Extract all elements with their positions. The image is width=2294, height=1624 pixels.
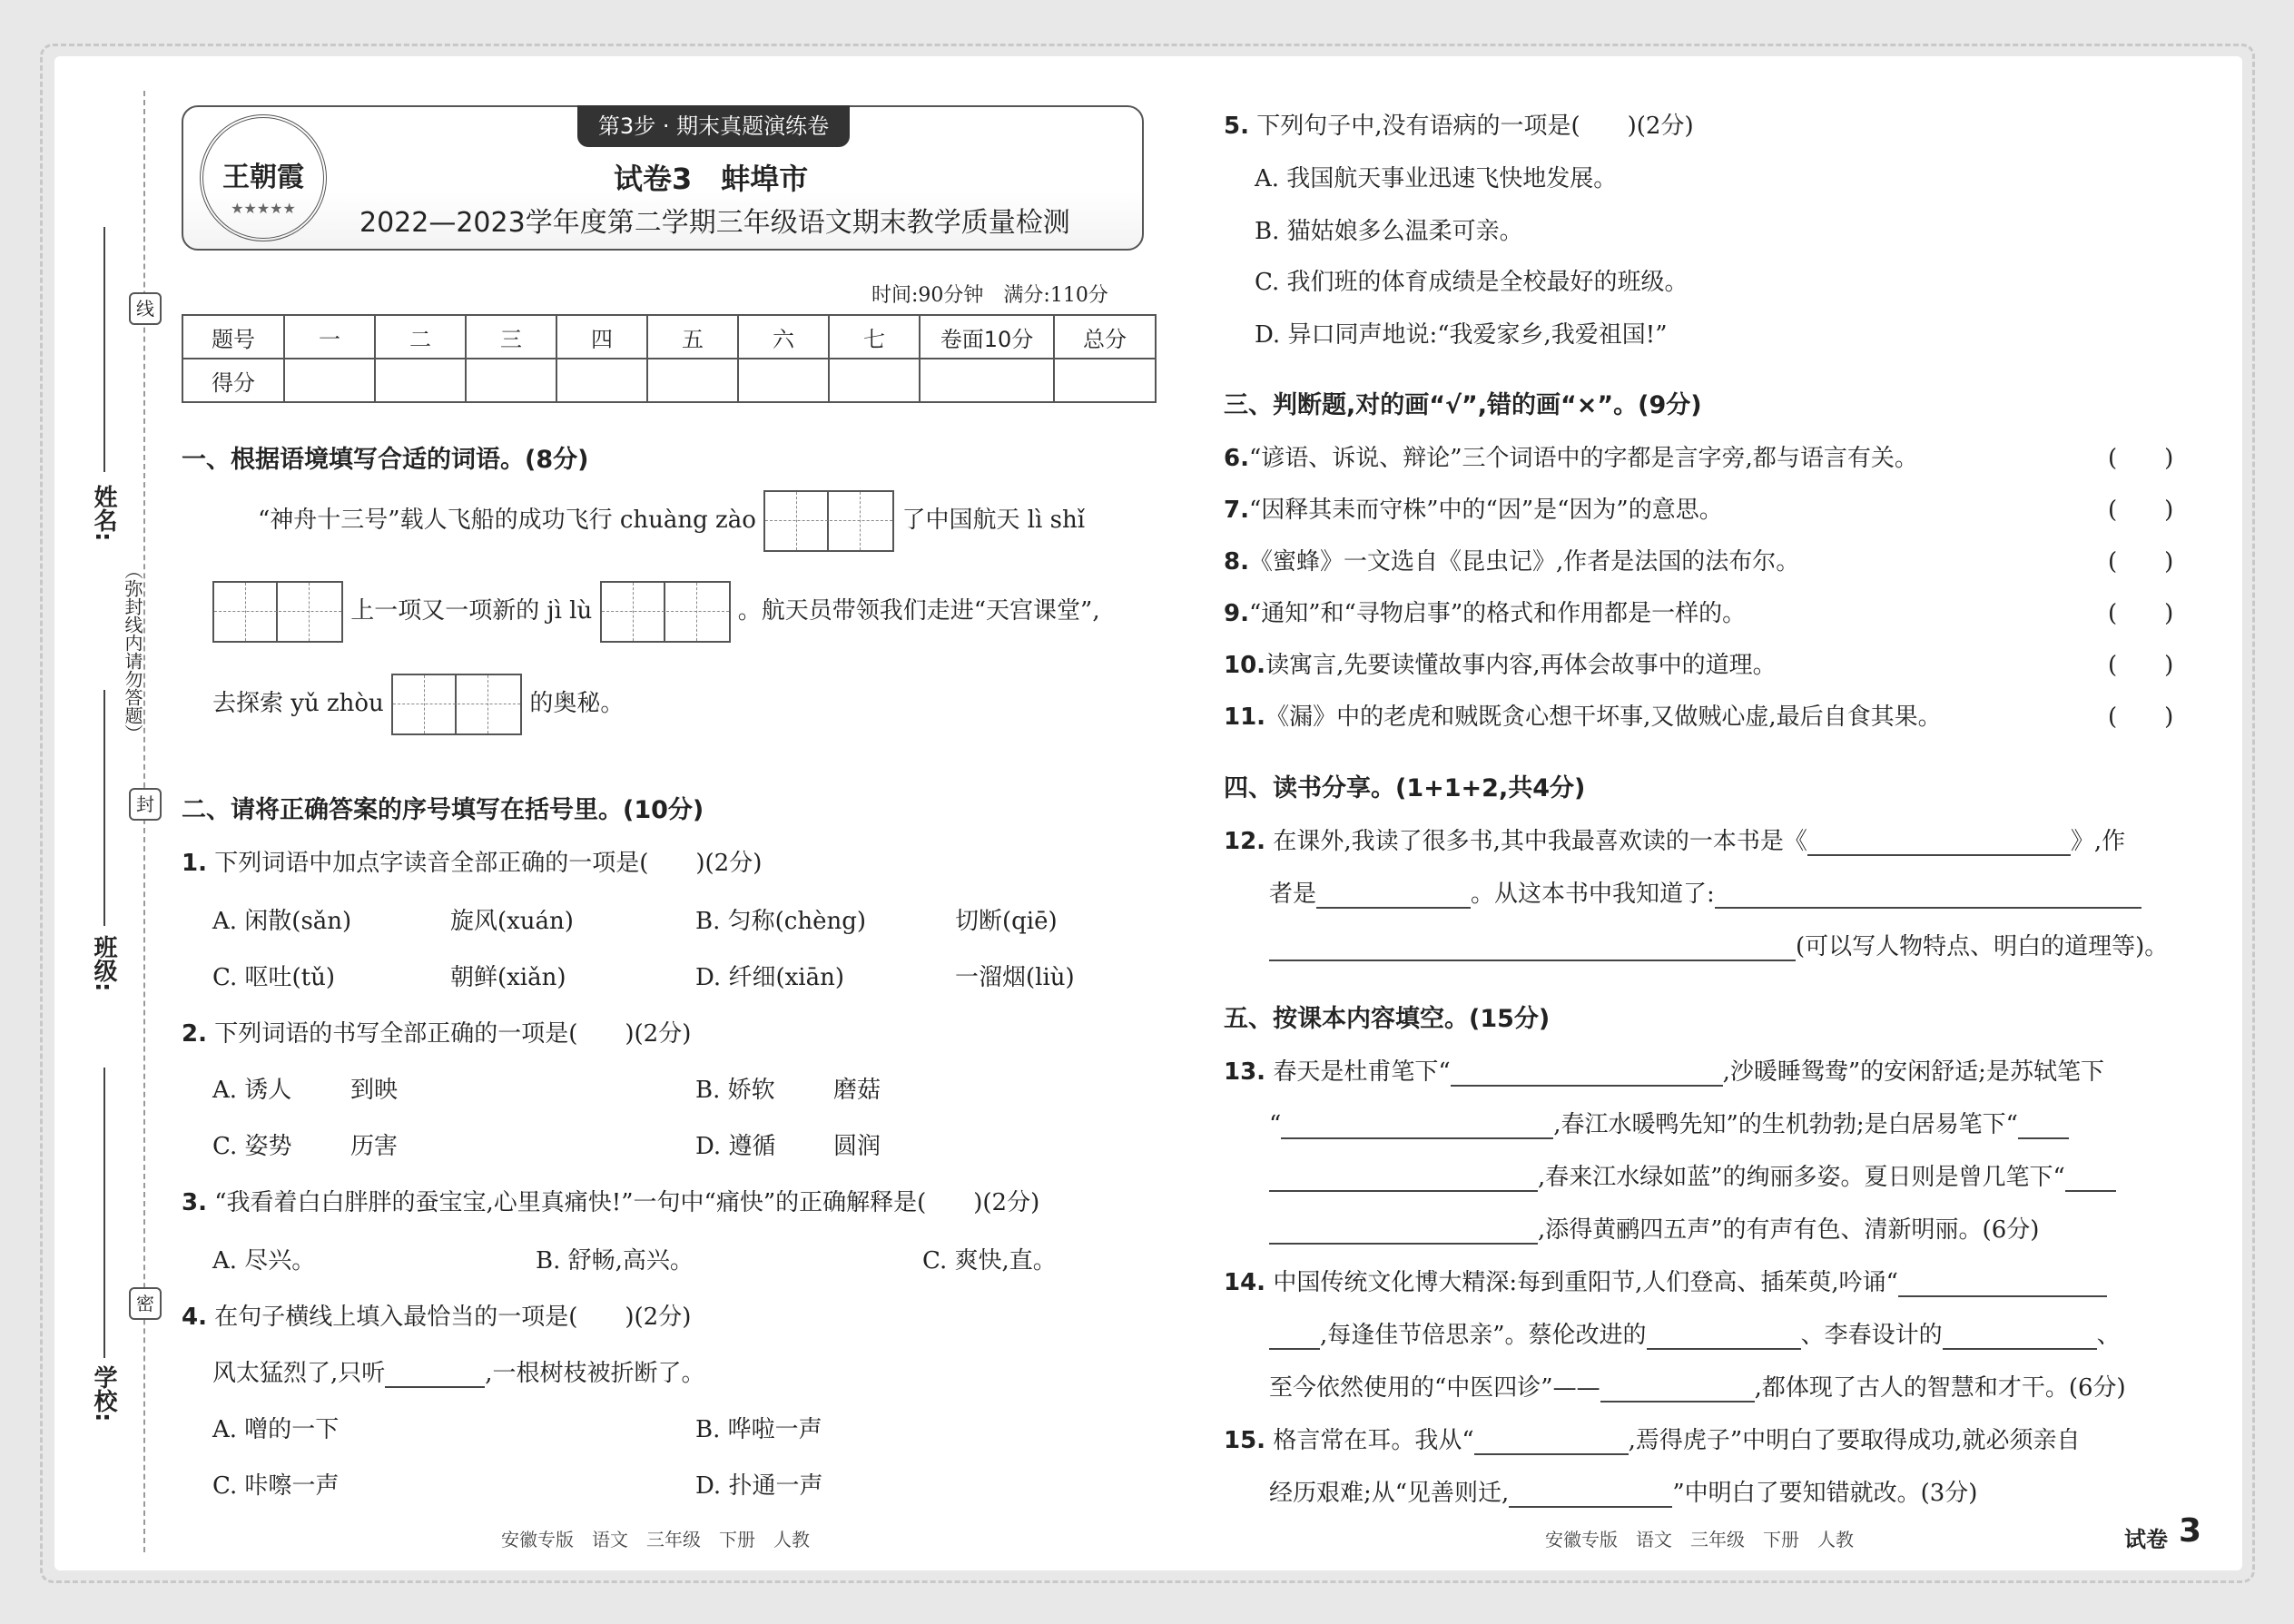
score-row-label: 得分 xyxy=(182,359,284,402)
q14-line2 xyxy=(1269,1316,2121,1350)
q5-option[interactable]: B. 猫姑娘多么温柔可亲。 xyxy=(1255,218,1523,245)
q12-learned-blank[interactable] xyxy=(1715,881,2141,909)
q5-option[interactable]: D. 异口同声地说:“我爱家乡,我爱祖国!” xyxy=(1255,321,1668,349)
q4-option[interactable]: C. 咔嚓一声 xyxy=(212,1472,340,1500)
q4-stem xyxy=(182,1298,691,1332)
time-info: 时间:90分钟 满分:110分 xyxy=(871,284,1108,307)
school-label: 学校: xyxy=(90,1365,117,1422)
binding-mark-xian: 线 xyxy=(129,292,162,325)
q3-number: 3. xyxy=(182,1189,207,1216)
q15-text: ”中明白了要知错就改。(3分) xyxy=(1672,1480,1978,1507)
score-col-4: 四 xyxy=(556,315,647,359)
school-line[interactable] xyxy=(103,1068,105,1358)
page-label: 试卷 xyxy=(2124,1527,2168,1552)
q5-number: 5. xyxy=(1224,113,1249,140)
score-col-total: 总分 xyxy=(1054,315,1156,359)
q15-number: 15. xyxy=(1224,1427,1266,1454)
score-cell[interactable] xyxy=(1054,359,1156,402)
score-col-7: 七 xyxy=(829,315,920,359)
score-row-values xyxy=(182,359,1156,402)
judge-item xyxy=(1224,595,1746,628)
q4-sentence xyxy=(212,1354,705,1388)
judge-number: 10. xyxy=(1224,652,1266,679)
judge-paren[interactable]: ( ) xyxy=(2108,445,2174,472)
score-row-header xyxy=(182,315,1156,359)
step-badge: 第3步 · 期末真题演练卷 xyxy=(577,105,850,147)
q15-text: 经历艰难;从“见善则迁, xyxy=(1269,1480,1510,1507)
tianzige-chuangzao[interactable] xyxy=(763,490,894,552)
q13-blank[interactable] xyxy=(2018,1112,2069,1139)
q13-blank[interactable] xyxy=(1269,1165,1538,1192)
section1-text: 了中国航天 lì shǐ xyxy=(901,507,1086,534)
q12-line1 xyxy=(1224,822,2125,856)
judge-paren[interactable]: ( ) xyxy=(2108,548,2174,576)
q14-text: 、 xyxy=(2096,1322,2121,1349)
judge-number: 9. xyxy=(1224,600,1249,627)
q2-option[interactable]: 磨菇 xyxy=(833,1077,881,1104)
q3-option[interactable]: C. 爽快,直。 xyxy=(922,1247,1057,1275)
q1-option[interactable]: C. 呕吐(tǔ) xyxy=(212,964,335,991)
q3-stem xyxy=(182,1184,1039,1217)
judge-paren[interactable]: ( ) xyxy=(2108,600,2174,627)
judge-text: 《漏》中的老虎和贼既贪心想干坏事,又做贼心虚,最后自食其果。 xyxy=(1265,704,1942,731)
section1-line3 xyxy=(212,674,624,735)
q12-text: 在课外,我读了很多书,其中我最喜欢读的一本书是《 xyxy=(1273,828,1807,855)
q15-blank[interactable] xyxy=(1509,1481,1672,1508)
judge-item xyxy=(1224,439,1918,473)
q15-text: ,焉得虎子”中明白了要取得成功,就必须亲自 xyxy=(1628,1427,2081,1454)
q14-blank[interactable] xyxy=(1943,1323,2097,1350)
q12-line2 xyxy=(1269,875,2141,909)
q13-line3 xyxy=(1269,1158,2116,1192)
q2-option[interactable]: D. 遵循 xyxy=(695,1133,776,1160)
score-cell[interactable] xyxy=(920,359,1054,402)
score-col-6: 六 xyxy=(738,315,829,359)
q12-author-blank[interactable] xyxy=(1316,881,1471,909)
q2-number: 2. xyxy=(182,1020,207,1048)
name-line[interactable] xyxy=(103,227,105,472)
judge-item xyxy=(1224,543,1799,576)
q12-text: 》,作 xyxy=(2070,828,2126,855)
judge-text: 读寓言,先要读懂故事内容,再体会故事中的道理。 xyxy=(1265,652,1777,679)
binding-mark-mi: 密 xyxy=(129,1287,162,1320)
judge-item xyxy=(1224,646,1777,680)
judge-item xyxy=(1224,698,1942,732)
q13-text: ,添得黄鹂四五声”的有声有色、清新明丽。(6分) xyxy=(1538,1216,2040,1244)
q4-text: 在句子横线上填入最恰当的一项是( )(2分) xyxy=(214,1304,692,1331)
section4-title: 四、读书分享。(1+1+2,共4分) xyxy=(1224,774,1586,802)
q1-option[interactable]: D. 纤细(xiān) xyxy=(695,964,844,991)
q13-line2 xyxy=(1269,1106,2069,1139)
q2-option[interactable]: B. 娇软 xyxy=(695,1077,775,1104)
tianzige-yuzhou[interactable] xyxy=(391,674,522,735)
score-cell[interactable] xyxy=(375,359,466,402)
judge-text: “因释其耒而守株”中的“因”是“因为”的意思。 xyxy=(1248,497,1723,524)
section1-text: 去探索 yǔ zhòu xyxy=(212,690,384,717)
judge-paren[interactable]: ( ) xyxy=(2108,652,2174,679)
section5-title: 五、按课本内容填空。(15分) xyxy=(1224,1005,1551,1033)
q13-number: 13. xyxy=(1224,1058,1266,1086)
q2-text: 下列词语的书写全部正确的一项是( )(2分) xyxy=(214,1020,692,1048)
logo-stars-icon: ★★★★★ xyxy=(231,200,296,217)
judge-text: 《蜜蜂》一文选自《昆虫记》,作者是法国的法布尔。 xyxy=(1248,548,1800,576)
tianzige-lishi[interactable] xyxy=(212,581,343,643)
q4-option[interactable]: D. 扑通一声 xyxy=(695,1472,823,1500)
score-col-label: 题号 xyxy=(182,315,284,359)
q5-option[interactable]: A. 我国航天事业迅速飞快地发展。 xyxy=(1255,165,1618,192)
section1-text: “神舟十三号”载人飞船的成功飞行 chuàng zào xyxy=(258,507,756,534)
q3-option[interactable]: B. 舒畅,高兴。 xyxy=(536,1247,694,1275)
score-col-3: 三 xyxy=(466,315,556,359)
q1-number: 1. xyxy=(182,850,207,877)
q3-option[interactable]: A. 尽兴。 xyxy=(212,1247,316,1275)
q2-option[interactable]: 历害 xyxy=(350,1133,399,1160)
score-col-5: 五 xyxy=(647,315,738,359)
class-line[interactable] xyxy=(103,690,105,926)
q1-stem xyxy=(182,844,762,878)
q3-text: “我看着白白胖胖的蚕宝宝,心里真痛快!”一句中“痛快”的正确解释是( )(2分) xyxy=(214,1189,1040,1216)
q13-text: ,春来江水绿如蓝”的绚丽多姿。夏日则是曾几笔下“ xyxy=(1538,1164,2065,1191)
judge-item xyxy=(1224,491,1723,525)
q1-option[interactable]: 切断(qiē) xyxy=(955,908,1058,935)
q14-number: 14. xyxy=(1224,1269,1266,1296)
q14-line1 xyxy=(1224,1264,2107,1297)
judge-paren[interactable]: ( ) xyxy=(2108,497,2174,524)
q13-blank[interactable] xyxy=(2065,1165,2116,1192)
score-cell[interactable] xyxy=(829,359,920,402)
q13-text: “ xyxy=(1269,1111,1282,1138)
class-label: 班级: xyxy=(90,935,117,992)
q14-text: 至今依然使用的“中医四诊”—— xyxy=(1269,1374,1600,1402)
q1-option[interactable]: 旋风(xuán) xyxy=(450,908,574,935)
q13-line1 xyxy=(1224,1053,2104,1087)
logo-text: 王朝霞 xyxy=(222,162,304,193)
score-col-1: 一 xyxy=(284,315,375,359)
binding-mark-feng: 封 xyxy=(129,788,162,821)
score-table xyxy=(182,314,1157,403)
q2-stem xyxy=(182,1015,691,1048)
score-cell[interactable] xyxy=(556,359,647,402)
section1-text: 上一项又一项新的 jì lù xyxy=(350,597,593,625)
score-cell[interactable] xyxy=(466,359,556,402)
q14-text: ,都体现了古人的智慧和才干。(6分) xyxy=(1754,1374,2126,1402)
q14-blank[interactable] xyxy=(1898,1270,2107,1297)
q4-number: 4. xyxy=(182,1304,207,1331)
q4-sentence-a: 风太猛烈了,只听 xyxy=(212,1360,386,1387)
q2-option[interactable]: 圆润 xyxy=(833,1133,881,1160)
tianzige-jilu[interactable] xyxy=(600,581,731,643)
score-cell[interactable] xyxy=(738,359,829,402)
score-col-2: 二 xyxy=(375,315,466,359)
q1-option[interactable]: A. 闲散(sǎn) xyxy=(212,908,352,935)
score-col-neatness: 卷面10分 xyxy=(920,315,1054,359)
q5-stem xyxy=(1224,107,1694,141)
q4-option[interactable]: B. 哗啦一声 xyxy=(695,1416,822,1443)
q14-blank[interactable] xyxy=(1600,1375,1755,1403)
judge-paren[interactable]: ( ) xyxy=(2108,704,2174,731)
judge-number: 11. xyxy=(1224,704,1266,731)
section2-title: 二、请将正确答案的序号填写在括号里。(10分) xyxy=(182,796,704,824)
q12-text: 。从这本书中我知道了: xyxy=(1471,881,1715,908)
page-number: 3 xyxy=(2179,1512,2202,1550)
score-cell[interactable] xyxy=(647,359,738,402)
q12-number: 12. xyxy=(1224,828,1266,855)
q12-line3 xyxy=(1269,928,2168,961)
paper-title: 试卷3 蚌埠市 xyxy=(614,162,809,196)
q13-text: 春天是杜甫笔下“ xyxy=(1273,1058,1451,1086)
q14-blank[interactable] xyxy=(1269,1323,1320,1350)
q12-book-blank[interactable] xyxy=(1807,829,2071,856)
judge-number: 7. xyxy=(1224,497,1249,524)
q14-line3 xyxy=(1269,1369,2126,1403)
q2-option[interactable]: A. 诱人 xyxy=(212,1077,292,1104)
q5-text: 下列句子中,没有语病的一项是( )(2分) xyxy=(1256,113,1694,140)
q13-blank[interactable] xyxy=(1269,1217,1538,1245)
q4-option[interactable]: A. 噌的一下 xyxy=(212,1416,340,1443)
section1-text: 。航天员带领我们走进“天宫课堂”, xyxy=(737,597,1100,625)
footer-right: 安徽专版 语文 三年级 下册 人教 xyxy=(1545,1529,1854,1550)
q1-option[interactable]: B. 匀称(chèng) xyxy=(695,908,867,935)
q13-blank[interactable] xyxy=(1281,1112,1553,1139)
section1-line1 xyxy=(258,490,1085,552)
q12-learned-blank2[interactable] xyxy=(1269,934,1796,961)
judge-text: “谚语、诉说、辩论”三个词语中的字都是言字旁,都与语言有关。 xyxy=(1248,445,1918,472)
q15-line1 xyxy=(1224,1422,2080,1455)
q13-text: ,春江水暖鸭先知”的生机勃勃;是白居易笔下“ xyxy=(1553,1111,2018,1138)
q1-text: 下列词语中加点字读音全部正确的一项是( )(2分) xyxy=(214,850,763,877)
q15-text: 格言常在耳。我从“ xyxy=(1273,1427,1474,1454)
judge-number: 8. xyxy=(1224,548,1249,576)
score-cell[interactable] xyxy=(284,359,375,402)
q15-blank[interactable] xyxy=(1474,1428,1629,1455)
q15-line2 xyxy=(1269,1474,1977,1508)
q1-option[interactable]: 一溜烟(liù) xyxy=(955,964,1075,991)
q12-text: 者是 xyxy=(1269,881,1317,908)
judge-text: “通知”和“寻物启事”的格式和作用都是一样的。 xyxy=(1248,600,1747,627)
q14-text: 中国传统文化博大精深:每到重阳节,人们登高、插茱萸,吟诵“ xyxy=(1273,1269,1898,1296)
paper-subtitle: 2022—2023学年度第二学期三年级语文期末教学质量检测 xyxy=(359,207,1070,239)
q2-option[interactable]: C. 姿势 xyxy=(212,1133,292,1160)
judge-number: 6. xyxy=(1224,445,1249,472)
section1-line2 xyxy=(212,581,1100,643)
q13-blank[interactable] xyxy=(1451,1059,1723,1087)
q5-option[interactable]: C. 我们班的体育成绩是全校最好的班级。 xyxy=(1255,269,1689,296)
q14-blank[interactable] xyxy=(1647,1323,1801,1350)
section1-text: 的奥秘。 xyxy=(529,690,625,717)
name-label: 姓名: xyxy=(90,485,117,542)
q2-option[interactable]: 到映 xyxy=(350,1077,399,1104)
footer-left: 安徽专版 语文 三年级 下册 人教 xyxy=(501,1529,810,1550)
q4-blank[interactable] xyxy=(385,1361,485,1388)
q14-text: ,每逢佳节倍思亲”。蔡伦改进的 xyxy=(1320,1322,1647,1349)
q4-sentence-b: ,一根树枝被折断了。 xyxy=(485,1360,705,1387)
q13-text: ,沙暖睡鸳鸯”的安闲舒适;是苏轼笔下 xyxy=(1722,1058,2104,1086)
section3-title: 三、判断题,对的画“√”,错的画“×”。(9分) xyxy=(1224,391,1702,419)
q13-line4 xyxy=(1269,1211,2039,1245)
logo-seal xyxy=(200,114,327,241)
binding-note: （弥封线内请勿答题） xyxy=(122,561,143,743)
q12-text: (可以写人物特点、明白的道理等)。 xyxy=(1796,933,2169,960)
section1-title: 一、根据语境填写合适的词语。(8分) xyxy=(182,446,589,474)
q1-option[interactable]: 朝鲜(xiǎn) xyxy=(450,964,566,991)
q14-text: 、李春设计的 xyxy=(1800,1322,1943,1349)
